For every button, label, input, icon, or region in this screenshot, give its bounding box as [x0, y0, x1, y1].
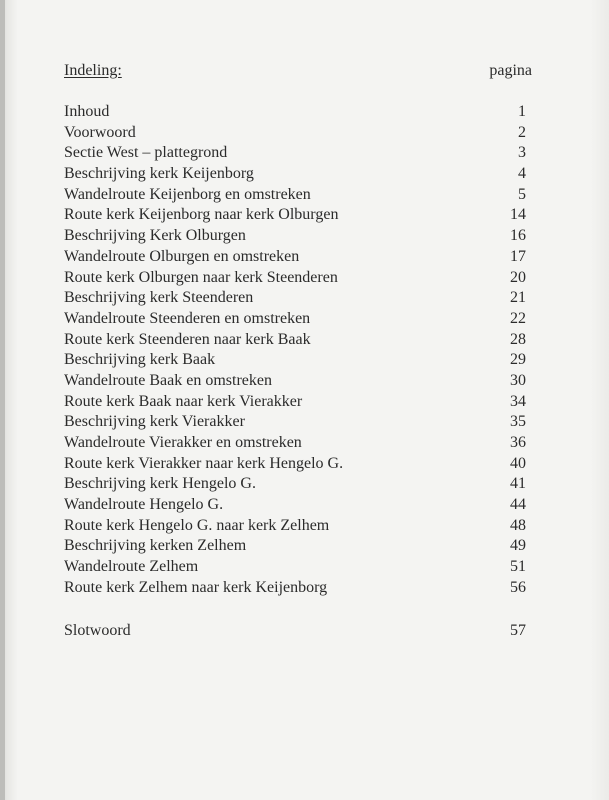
table-of-contents: [64, 102, 526, 599]
toc-entry-page: 36: [510, 434, 526, 451]
toc-entry-title: Route kerk Hengelo G. naar kerk Zelhem: [64, 516, 330, 534]
toc-entry-page: 16: [510, 227, 526, 245]
toc-entry-page: 1: [518, 103, 526, 120]
toc-row: [64, 433, 526, 454]
toc-entry-title: Route kerk Olburgen naar kerk Steenderen: [64, 268, 338, 286]
page-column-heading: pagina: [489, 62, 532, 79]
toc-entry-page: 17: [510, 247, 526, 265]
toc-entry-page: 14: [510, 206, 526, 224]
toc-row: [64, 412, 526, 433]
toc-entry-page: 51: [510, 558, 526, 576]
toc-entry-page: 35: [510, 413, 526, 431]
toc-entry-title: Sectie West – plattegrond: [64, 144, 228, 162]
toc-entry-title: Route kerk Steenderen naar kerk Baak: [64, 330, 311, 348]
toc-entry-title: Slotwoord: [64, 622, 131, 639]
toc-row: [64, 516, 526, 537]
toc-entry-title: Beschrijving kerk Keijenborg: [64, 165, 254, 183]
toc-entry-title: Route kerk Zelhem naar kerk Keijenborg: [64, 578, 328, 596]
toc-entry-title: Wandelroute Baak en omstreken: [64, 371, 272, 389]
toc-row: [64, 226, 526, 247]
toc-row: [64, 102, 526, 123]
toc-row: [64, 392, 526, 413]
toc-row: [64, 309, 526, 330]
toc-row: [64, 454, 526, 475]
toc-row: [64, 205, 526, 226]
toc-row: [64, 371, 526, 392]
toc-entry-title: Wandelroute Hengelo G.: [64, 496, 224, 514]
toc-entry-page: 44: [510, 496, 526, 514]
toc-entry-title: Inhoud: [64, 103, 110, 120]
toc-row: [64, 330, 526, 351]
toc-entry-title: Beschrijving kerk Hengelo G.: [64, 475, 256, 493]
toc-entry-page: 41: [510, 475, 526, 493]
toc-row: [64, 578, 526, 599]
toc-entry-title: Voorwoord: [64, 123, 136, 141]
toc-entry-page: 4: [518, 165, 526, 183]
page-spine-shadow: [0, 0, 5, 800]
toc-entry-title: Wandelroute Keijenborg en omstreken: [64, 185, 311, 203]
toc-row: [64, 495, 526, 516]
toc-entry-page: 34: [510, 392, 526, 410]
toc-entry-page: 29: [510, 351, 526, 369]
toc-entry-page: 30: [510, 371, 526, 389]
toc-entry-page: 48: [510, 516, 526, 534]
toc-entry-title: Beschrijving kerk Vierakker: [64, 413, 245, 431]
toc-heading: Indeling:: [64, 62, 122, 79]
toc-entry-page: 57: [510, 622, 526, 639]
toc-entry-title: Wandelroute Vierakker en omstreken: [64, 434, 302, 451]
toc-row: [64, 268, 526, 289]
toc-entry-title: Wandelroute Olburgen en omstreken: [64, 247, 300, 265]
toc-entry-page: 20: [510, 268, 526, 286]
toc-entry-title: Wandelroute Steenderen en omstreken: [64, 309, 311, 327]
toc-row-closing: [64, 620, 526, 642]
toc-entry-title: Route kerk Keijenborg naar kerk Olburgen: [64, 206, 339, 224]
toc-row: [64, 247, 526, 268]
toc-entry-title: Beschrijving kerk Baak: [64, 351, 216, 369]
toc-entry-page: 3: [518, 144, 526, 162]
toc-entry-title: Wandelroute Zelhem: [64, 558, 199, 576]
toc-row: [64, 164, 526, 185]
toc-entry-page: 22: [510, 309, 526, 327]
toc-entry-title: Beschrijving kerken Zelhem: [64, 537, 247, 555]
toc-entry-title: Route kerk Vierakker naar kerk Hengelo G.: [64, 454, 344, 472]
toc-header: [64, 62, 532, 84]
toc-entry-page: 28: [510, 330, 526, 348]
toc-entry-page: 5: [518, 185, 526, 203]
toc-row: [64, 350, 526, 371]
toc-row: [64, 185, 526, 206]
toc-entry-page: 2: [518, 123, 526, 141]
toc-row: [64, 536, 526, 557]
toc-entry-title: Beschrijving kerk Steenderen: [64, 289, 254, 307]
toc-entry-title: Beschrijving Kerk Olburgen: [64, 227, 246, 245]
toc-row: [64, 557, 526, 578]
toc-row: [64, 143, 526, 164]
toc-row: [64, 288, 526, 309]
toc-entry-page: 56: [510, 578, 526, 596]
toc-entry-page: 40: [510, 454, 526, 472]
toc-entry-title: Route kerk Baak naar kerk Vierakker: [64, 392, 303, 410]
toc-entry-page: 49: [510, 537, 526, 555]
toc-row: [64, 123, 526, 144]
toc-row: [64, 474, 526, 495]
toc-entry-page: 21: [510, 289, 526, 307]
